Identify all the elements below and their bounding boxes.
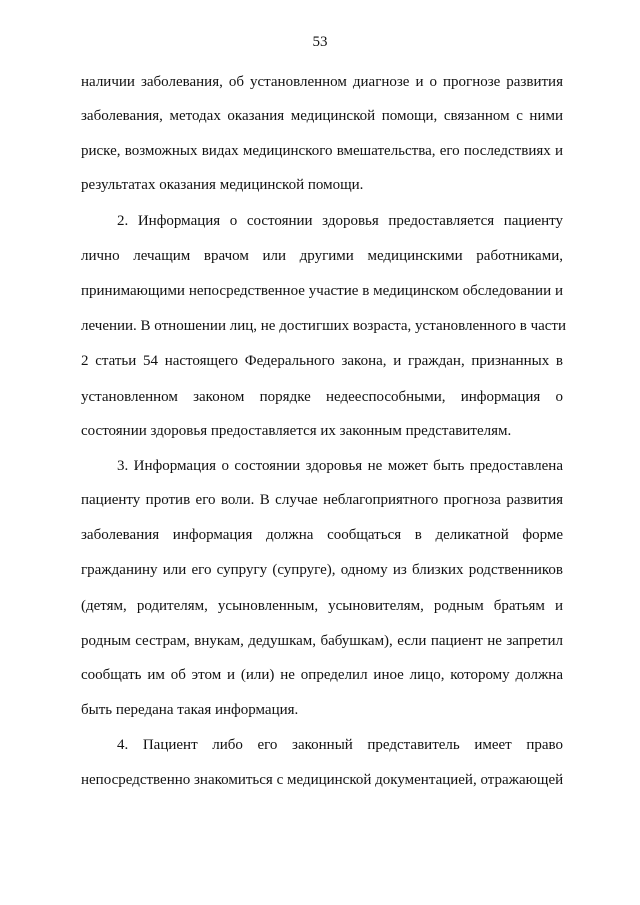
text-line: принимающими непосредственное участие в медицинском обследовании и: [81, 283, 563, 299]
text-line: риске, возможных видах медицинского вмешательства, его последствиях и: [81, 143, 563, 159]
text-line: лично лечащим врачом или другими медицинскими работниками,: [81, 248, 563, 264]
text-line: установленном законом порядке недееспособными, информация о: [81, 389, 563, 405]
text-line: гражданину или его супругу (супруге), одному из близких родственников: [81, 562, 563, 578]
paragraph-first-line: 4. Пациент либо его законный представитель имеет право: [117, 737, 563, 753]
paragraph-first-line: 3. Информация о состоянии здоровья не может быть предоставлена: [117, 458, 563, 474]
text-line: заболевания, методах оказания медицинской помощи, связанном с ними: [81, 108, 563, 124]
text-line: 2 статьи 54 настоящего Федерального закона, и граждан, признанных в: [81, 353, 563, 369]
text-line: непосредственно знакомиться с медицинской документацией, отражающей: [81, 772, 564, 788]
text-line: наличии заболевания, об установленном диагнозе и о прогнозе развития: [81, 74, 563, 90]
paragraph-first-line: 2. Информация о состоянии здоровья предоставляется пациенту: [117, 213, 563, 229]
text-line: (детям, родителям, усыновленным, усыновителям, родным братьям и: [81, 598, 563, 614]
text-line: лечении. В отношении лиц, не достигших возраста, установленного в части: [81, 318, 567, 334]
text-line: состоянии здоровья предоставляется их законным представителям.: [81, 423, 512, 439]
text-line: результатах оказания медицинской помощи.: [81, 177, 364, 193]
text-line: быть передана такая информация.: [81, 702, 299, 718]
text-line: заболевания информация должна сообщаться в деликатной форме: [81, 527, 563, 543]
text-line: сообщать им об этом и (или) не определил иное лицо, которому должна: [81, 667, 563, 683]
text-line: родным сестрам, внукам, дедушкам, бабушкам), если пациент не запретил: [81, 633, 563, 649]
text-line: пациенту против его воли. В случае неблагоприятного прогноза развития: [81, 492, 563, 508]
page-number: 53: [312, 34, 328, 50]
